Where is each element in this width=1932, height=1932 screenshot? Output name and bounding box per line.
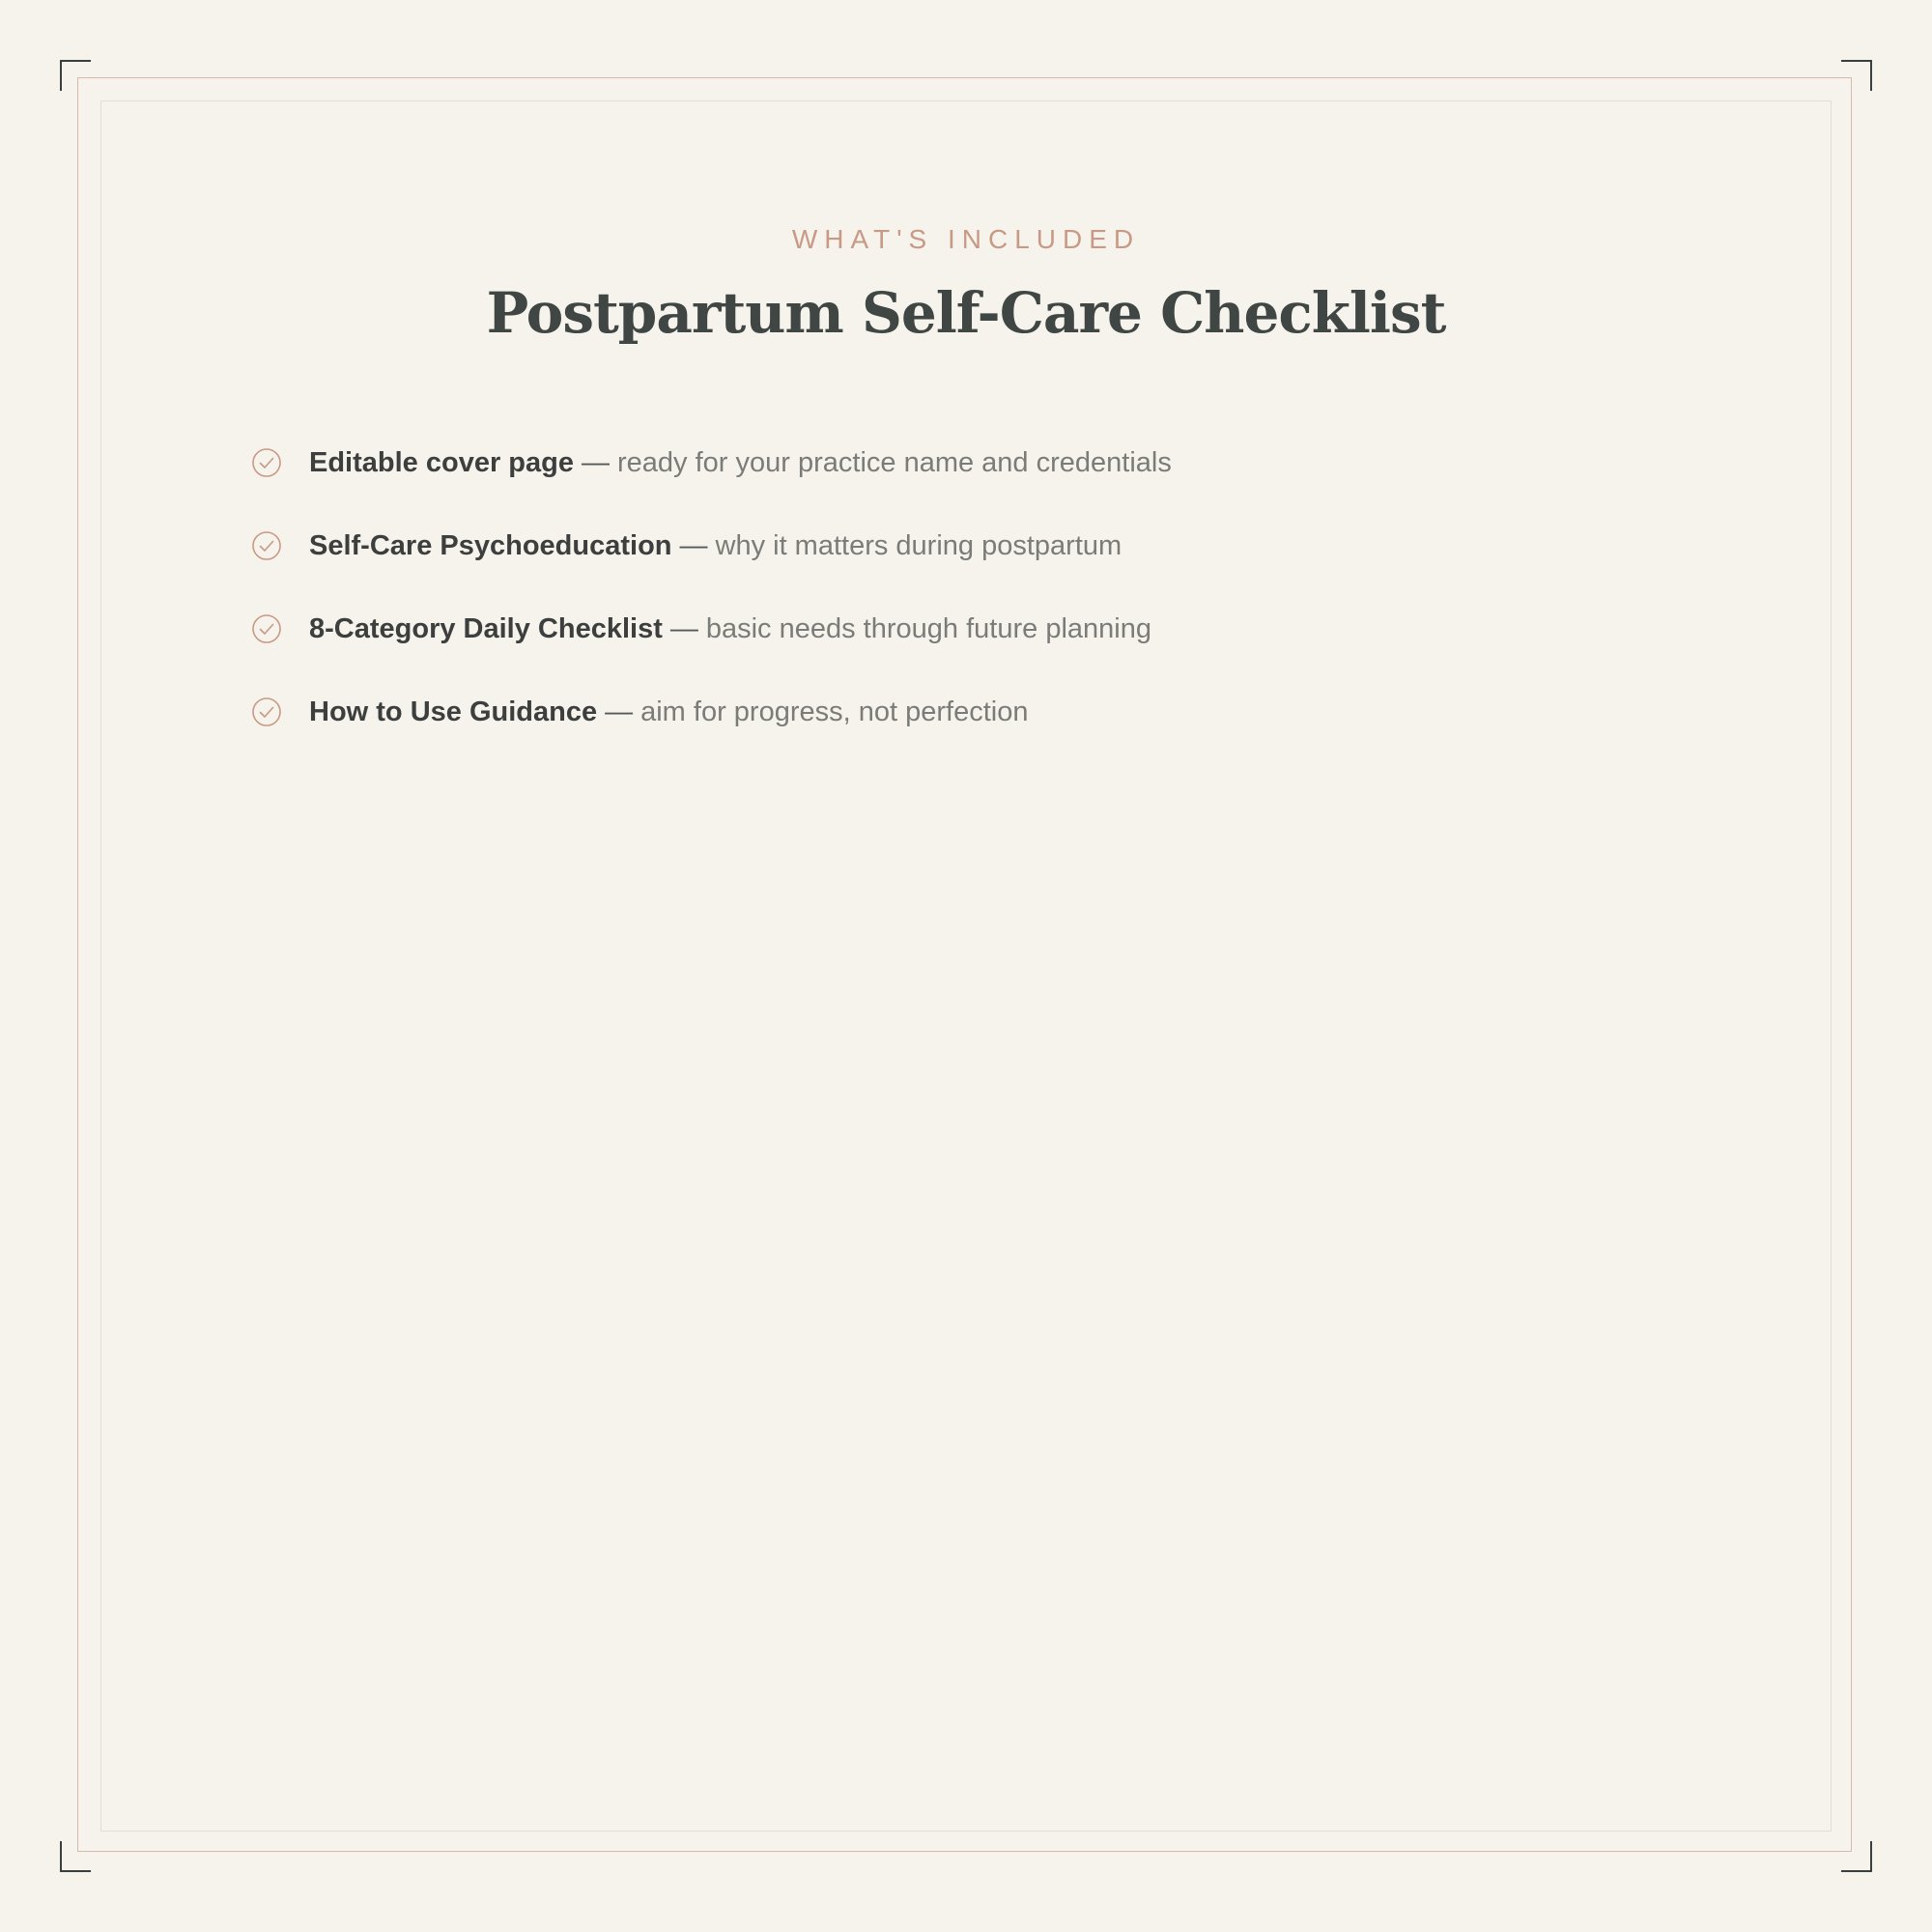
list-item-description: basic needs through future planning — [705, 612, 1151, 644]
list-item-description: ready for your practice name and credentials — [617, 446, 1172, 478]
list-item-text — [309, 530, 1122, 562]
list-item-text — [309, 447, 1172, 479]
list-item — [251, 670, 1700, 753]
check-circle-icon — [251, 613, 282, 644]
check-circle-icon — [251, 530, 282, 561]
list-item-text — [309, 696, 1028, 728]
list-item-description: aim for progress, not perfection — [640, 696, 1029, 727]
section-eyebrow: WHAT'S INCLUDED — [791, 224, 1141, 254]
list-item — [251, 504, 1700, 587]
page-title: Postpartum Self-Care Checklist — [486, 280, 1446, 346]
list-item-title: Self-Care Psychoeducation — [309, 529, 672, 561]
check-circle-icon — [251, 696, 282, 727]
included-list — [251, 421, 1700, 753]
list-item-title: How to Use Guidance — [309, 696, 598, 727]
inner-frame — [100, 100, 1832, 1832]
list-item-separator: — — [679, 529, 708, 561]
list-item-description: why it matters during postpartum — [715, 529, 1122, 561]
list-item-title: Editable cover page — [309, 446, 574, 478]
list-item-separator: — — [605, 696, 634, 727]
list-item — [251, 421, 1700, 504]
check-circle-icon — [251, 447, 282, 478]
list-item-separator: — — [582, 446, 610, 478]
list-item-separator: — — [669, 612, 698, 644]
list-item-text — [309, 613, 1151, 645]
list-item — [251, 587, 1700, 670]
list-item-title: 8-Category Daily Checklist — [309, 612, 663, 644]
